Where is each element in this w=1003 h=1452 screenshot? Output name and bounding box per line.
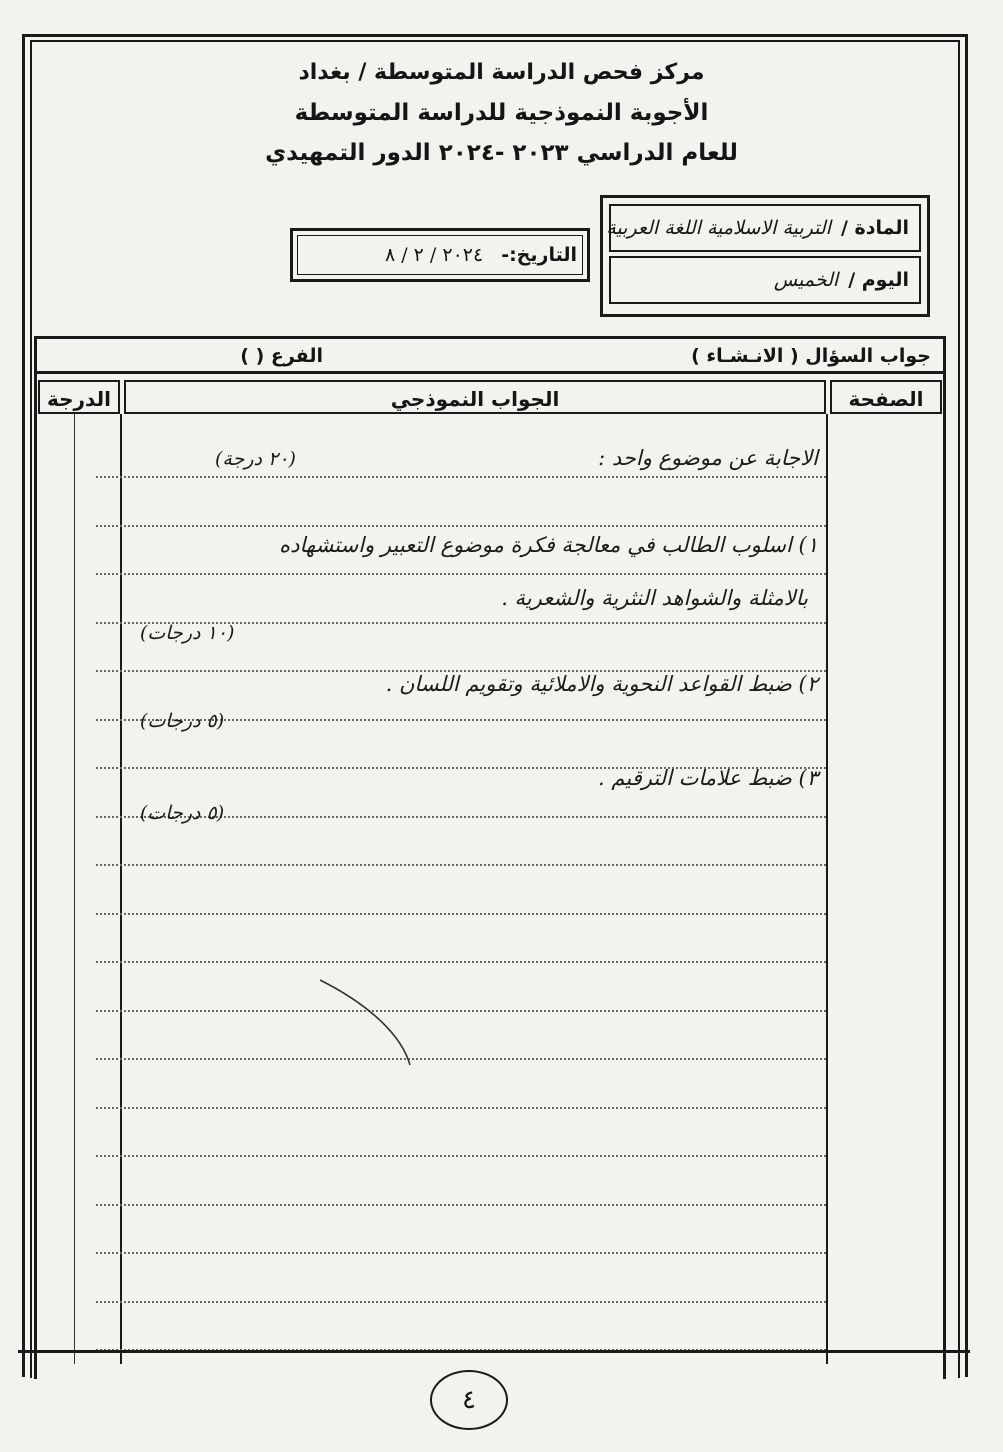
ruled-line <box>96 476 826 478</box>
answer-item-3: ٣) ضبط علامات الترقيم . <box>598 766 818 790</box>
branch-label: الفرع ( ) <box>240 345 323 367</box>
date-label: التاريخ:- <box>501 244 577 266</box>
question-bar <box>34 336 946 374</box>
header-year: للعام الدراسي ٢٠٢٣ -٢٠٢٤ الدور التمهيدي <box>265 140 738 166</box>
answer-item-3-mark: (٥ درجات) <box>140 802 225 824</box>
ruled-line <box>96 573 826 575</box>
day-label: اليوم / <box>848 269 909 291</box>
pen-stroke <box>310 970 430 1080</box>
answer-item-1: ١) اسلوب الطالب في معالجة فكرة موضوع التعبير واستشهاده <box>279 533 818 557</box>
ruled-line <box>96 1252 826 1254</box>
ruled-line <box>96 525 826 527</box>
question-title: جواب السؤال ( الانـشـاء ) <box>691 345 931 367</box>
page-number: ٤ <box>430 1370 508 1430</box>
header-title: الأجوبة النموذجية للدراسة المتوسطة <box>294 100 709 126</box>
ruled-line <box>96 1010 826 1012</box>
ruled-line <box>96 1301 826 1303</box>
date-value: ٢٠٢٤ / ٢ / ٨ <box>384 244 484 266</box>
ruled-line <box>96 1107 826 1109</box>
answer-item-2-mark: (٥ درجات) <box>140 710 225 732</box>
answer-intro-mark: (٢٠ درجة) <box>215 448 296 470</box>
column-header-grade: الدرجة <box>38 380 120 414</box>
answer-item-1-cont: بالامثلة والشواهد النثرية والشعرية . <box>501 586 808 610</box>
day-row <box>609 256 921 304</box>
ruled-line <box>96 961 826 963</box>
column-divider <box>120 414 122 1364</box>
column-header-page: الصفحة <box>830 380 942 414</box>
column-divider <box>826 414 828 1364</box>
column-header-answer: الجواب النموذجي <box>124 380 826 414</box>
bottom-rule <box>18 1350 970 1353</box>
ruled-line <box>96 864 826 866</box>
day-value: الخميس <box>773 269 839 291</box>
ruled-line <box>96 913 826 915</box>
subject-day-box <box>600 195 930 317</box>
answer-intro: الاجابة عن موضوع واحد : <box>598 446 818 470</box>
answer-item-2: ٢) ضبط القواعد النحوية والاملائية وتقويم اللسان . <box>385 672 818 696</box>
date-box <box>290 228 590 282</box>
subject-row <box>606 204 921 252</box>
margin-line <box>74 414 75 1364</box>
ruled-line <box>96 1204 826 1206</box>
answer-item-1-mark: (١٠ درجات) <box>140 622 235 644</box>
ruled-line <box>96 1058 826 1060</box>
subject-value: التربية الاسلامية اللغة العربية <box>606 217 831 239</box>
header-center: مركز فحص الدراسة المتوسطة / بغداد <box>298 60 705 85</box>
ruled-line <box>96 1155 826 1157</box>
subject-label: المادة / <box>840 217 909 239</box>
